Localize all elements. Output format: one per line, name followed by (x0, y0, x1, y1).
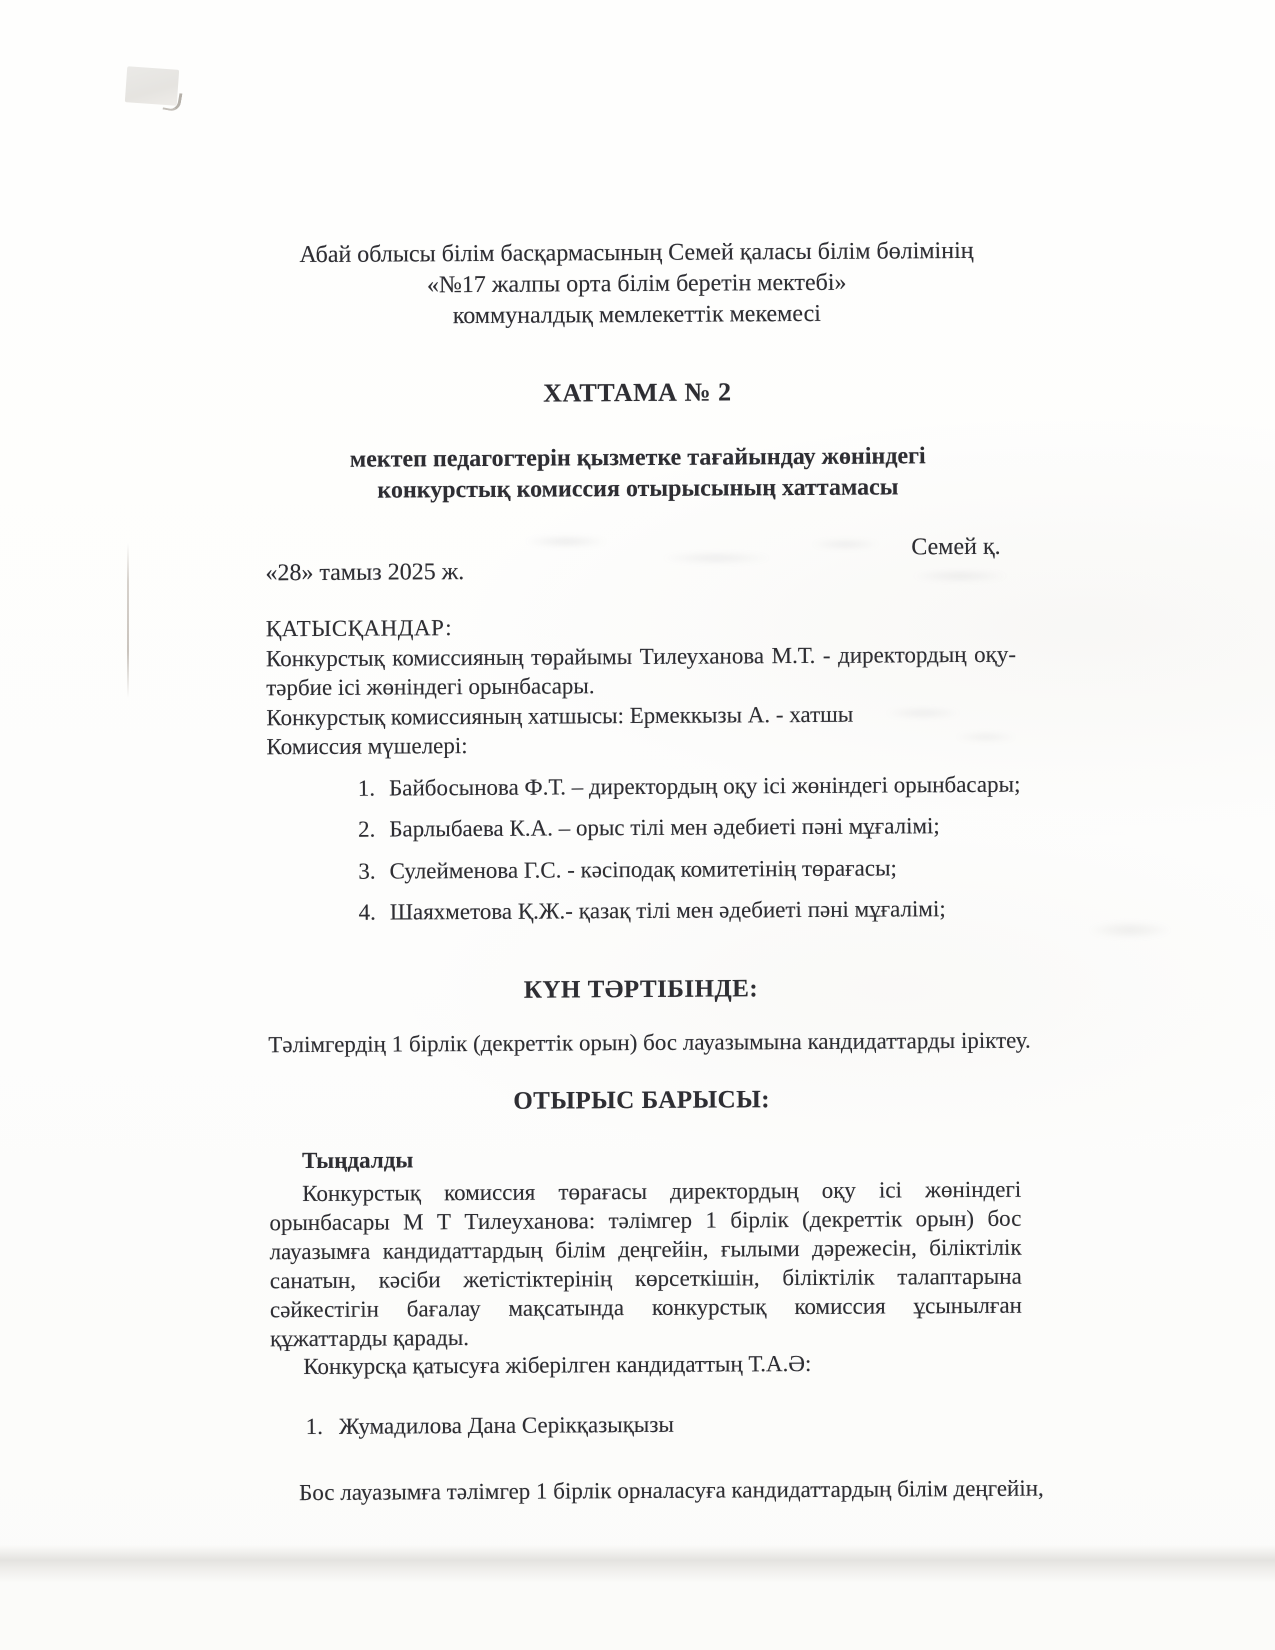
member-number: 1. (357, 775, 376, 801)
member-number: 3. (358, 858, 376, 884)
subtitle-line-2: конкурстық комиссия отырысының хаттамасы (377, 474, 899, 504)
member-text: Сулейменова Г.С. - кәсіподақ комитетінің төрағасы; (389, 854, 897, 884)
proceedings-heading: ОТЫРЫС БАРЫСЫ: (513, 1086, 771, 1115)
subtitle-line-1: мектеп педагогтерін қызметке тағайындау жөніндегі (349, 443, 926, 473)
document-subtitle (235, 441, 1041, 508)
closing-line: Бос лауазымға тәлімгер 1 бірлік орналасуға кандидаттардың білім деңгейін, (298, 1475, 1044, 1506)
member-number: 4. (358, 899, 376, 925)
candidate-number: 1. (305, 1413, 323, 1440)
commission-chair-line: Конкурстық комиссияның төрайымы Тилеуханова М.Т. - директордың оқу-тәрбие ісі жөніндегі орынбасары. (265, 641, 1017, 701)
member-text: Барлыбаева К.А. – орыс тілі мен әдебиеті пәні мұғалімі; (389, 813, 940, 842)
member-item (358, 852, 1017, 886)
candidates-label: Конкурсқа қатысуға жіберілген кандидаттың Т.А.Ә: (303, 1350, 812, 1380)
heard-label: Тыңдалды (301, 1147, 414, 1174)
commission-secretary-line: Конкурстық комиссияның хатшысы: Ермеккызы А. - хатшы (266, 701, 854, 730)
member-item (357, 769, 1021, 803)
participants-heading: ҚАТЫСҚАНДАР: (265, 615, 453, 642)
organization-line-3: коммуналдық мемлекеттік мекемесі (452, 300, 821, 330)
member-number: 2. (357, 816, 376, 842)
organization-line-1: Абай облысы білім басқармасының Семей қаласы білім бөлімінің (299, 237, 974, 269)
organization-line-2: «№17 жалпы орта білім беретін мектебі» (426, 269, 847, 299)
agenda-heading: КҮН ТӘРТІБІНДЕ: (523, 975, 759, 1004)
member-text: Шаяхметова Қ.Ж.- қазақ тілі мен әдебиеті пәні мұғалімі; (389, 896, 946, 925)
members-list (267, 769, 1021, 928)
participants-section (265, 610, 1021, 928)
place-label: Семей қ. (911, 533, 1001, 561)
member-text: Байбосынова Ф.Т. – директордың оқу ісі жөніндегі орынбасары; (388, 771, 1021, 801)
organization-header (233, 236, 1040, 334)
proceedings-paragraph: Конкурстық комиссия төрағасы директордың оқу ісі жөніндегі орынбасары М Т Тилеуханова: тәлімгер 1 бірлік (декреттік орын) бос лауазымға кандидаттардың білім деңгейін, ғылыми дәрежесін, біліктілік санатын, кәсіби жетістіктерінің көрсеткішін, біліктілік талаптарына сәйкестігін бағалау мақсатында конкурстық комиссия ұсынылған құжаттарды қарады. (269, 1176, 1023, 1352)
date-label: «28» тамыз 2025 ж. (265, 559, 465, 587)
member-item (358, 894, 1017, 928)
member-item (358, 811, 1017, 845)
document-title: ХАТТАМА № 2 (543, 377, 732, 408)
agenda-text: Тәлімгердің 1 бірлік (декреттік орын) бос лауазымына кандидаттарды іріктеу. (268, 1027, 1031, 1058)
candidate-item (306, 1412, 674, 1440)
candidate-name: Жумадилова Дана Серікқазықызы (338, 1411, 674, 1439)
members-heading: Комиссия мүшелері: (266, 733, 468, 760)
